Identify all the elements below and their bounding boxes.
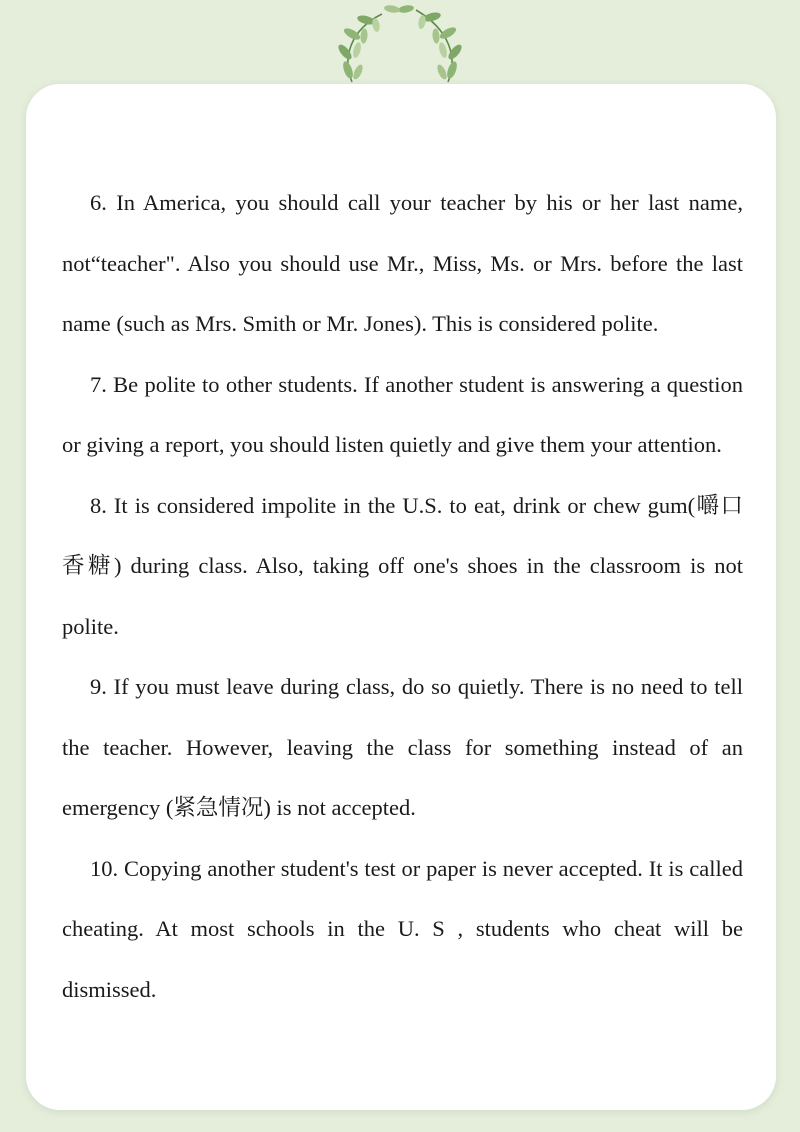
paragraph-9: 9. If you must leave during class, do so quietly. There is no need to tell the teacher. However, leaving the class for something instead of an emergency (紧急情况) is not accepted. xyxy=(62,674,743,820)
paragraph-7: 7. Be polite to other students. If another student is answering a question or giving a report, you should listen quietly and give them your attention. xyxy=(62,371,743,457)
paragraph-6: 6. In America, you should call your teacher by his or her last name, not“teacher". Also you should use Mr., Miss, Ms. or Mrs. before the last name (such as Mrs. Smith or Mr. Jones). This is considered polite. xyxy=(62,190,743,336)
leaf-wreath-icon xyxy=(330,0,470,90)
paragraph-8: 8. It is considered impolite in the U.S. to eat, drink or chew gum(嚼口香糖) during class. Also, taking off one's shoes in the classroom is not polite. xyxy=(62,492,743,639)
document-body xyxy=(62,173,743,1020)
paragraph-10: 10. Copying another student's test or paper is never accepted. It is called cheating. At most schools in the U. S , students who cheat will be dismissed. xyxy=(62,855,743,1002)
